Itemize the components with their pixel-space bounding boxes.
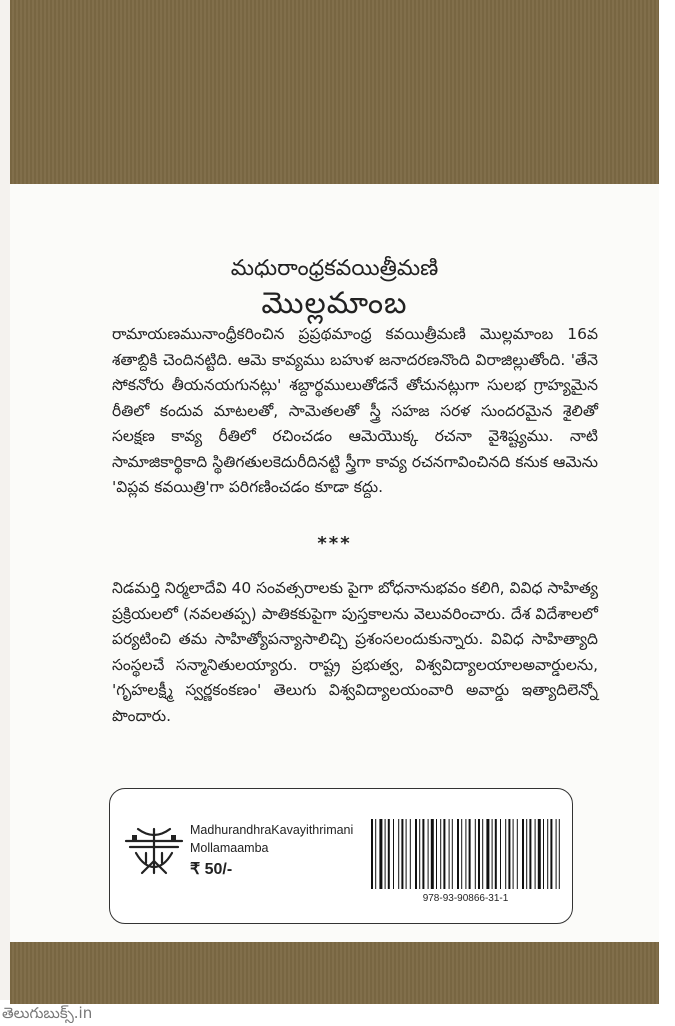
book-name-english-line2: Mollamaamba [190,841,269,855]
book-description: రామాయణమునాంధ్రీకరించిన ప్రప్రథమాంధ్ర కవయిత్రీమణి మొల్లమాంబ 16వ శతాబ్దికి చెందినట్టిది. ఆమె కావ్యము బహుళ జనాదరణనొంది విరాజిల్లుతోంది. 'తేనె సోకనోరు తీయనయగునట్లు' శబ్దార్థములుతోడనే తోచునట్లుగా సులభ గ్రాహ్యమైన రీతిలో కందువ మాటలతో, సామెతలతో స్త్రీ సహజ సరళ సుందరమైన శైలితో సలక్షణ కావ్య రీతిలో రచించడం ఆమెయొక్క రచనా వైశిష్ట్యము. నాటి సామాజికార్థికాది స్థితిగతులకెదురీదినట్టి స్త్రీగా కావ్య రచనగావించినది కనుక ఆమెను 'విప్లవ కవయిత్రి'గా పరిగణించడం కూడా కద్దు. [112,325,598,496]
cover-right-edge [659,0,675,1024]
book-info-box [109,788,573,924]
cover-bottom-band [10,942,659,1004]
section-separator: *** [317,533,352,554]
barcode-icon [369,819,562,889]
site-watermark: తెలుగుబుక్స్.in [2,1004,93,1022]
back-cover-panel [10,184,659,942]
isbn-number: 978-93-90866-31-1 [422,893,509,904]
cover-top-band [10,0,659,184]
book-title-small: మధురాంధ్రకవయిత్రీమణి [230,256,439,281]
author-bio: నిడమర్తి నిర్మలాదేవి 40 సంవత్సరాలకు పైగా బోధనానుభవం కలిగి, వివిధ సాహిత్య ప్రక్రియలలో (నవలతప్ప) పాతికకుపైగా పుస్తకాలను వెలువరించారు. దేశ విదేశాలలో పర్యటించి తమ సాహిత్యోపన్యాసాలిచ్చి ప్రశంసలందుకున్నారు. వివిధ సాహిత్యాది సంస్థలచే సన్మానితులయ్యారు. రాష్ట్ర ప్రభుత్వ, విశ్వవిద్యాలయాలఅవార్డులను, 'గృహలక్ష్మీ స్వర్ణకంకణం' తెలుగు విశ్వవిద్యాలయంవారి అవార్డు ఇత్యాదిలెన్నో పొందారు. [112,579,598,725]
price-label: ₹ 50/- [190,861,233,878]
publisher-logo-icon [124,823,184,879]
cover-left-edge [0,0,10,1000]
book-title-main: మొల్లమాంబ [261,286,408,321]
book-name-english-line1: MadhurandhraKavayithrimani [190,823,354,837]
